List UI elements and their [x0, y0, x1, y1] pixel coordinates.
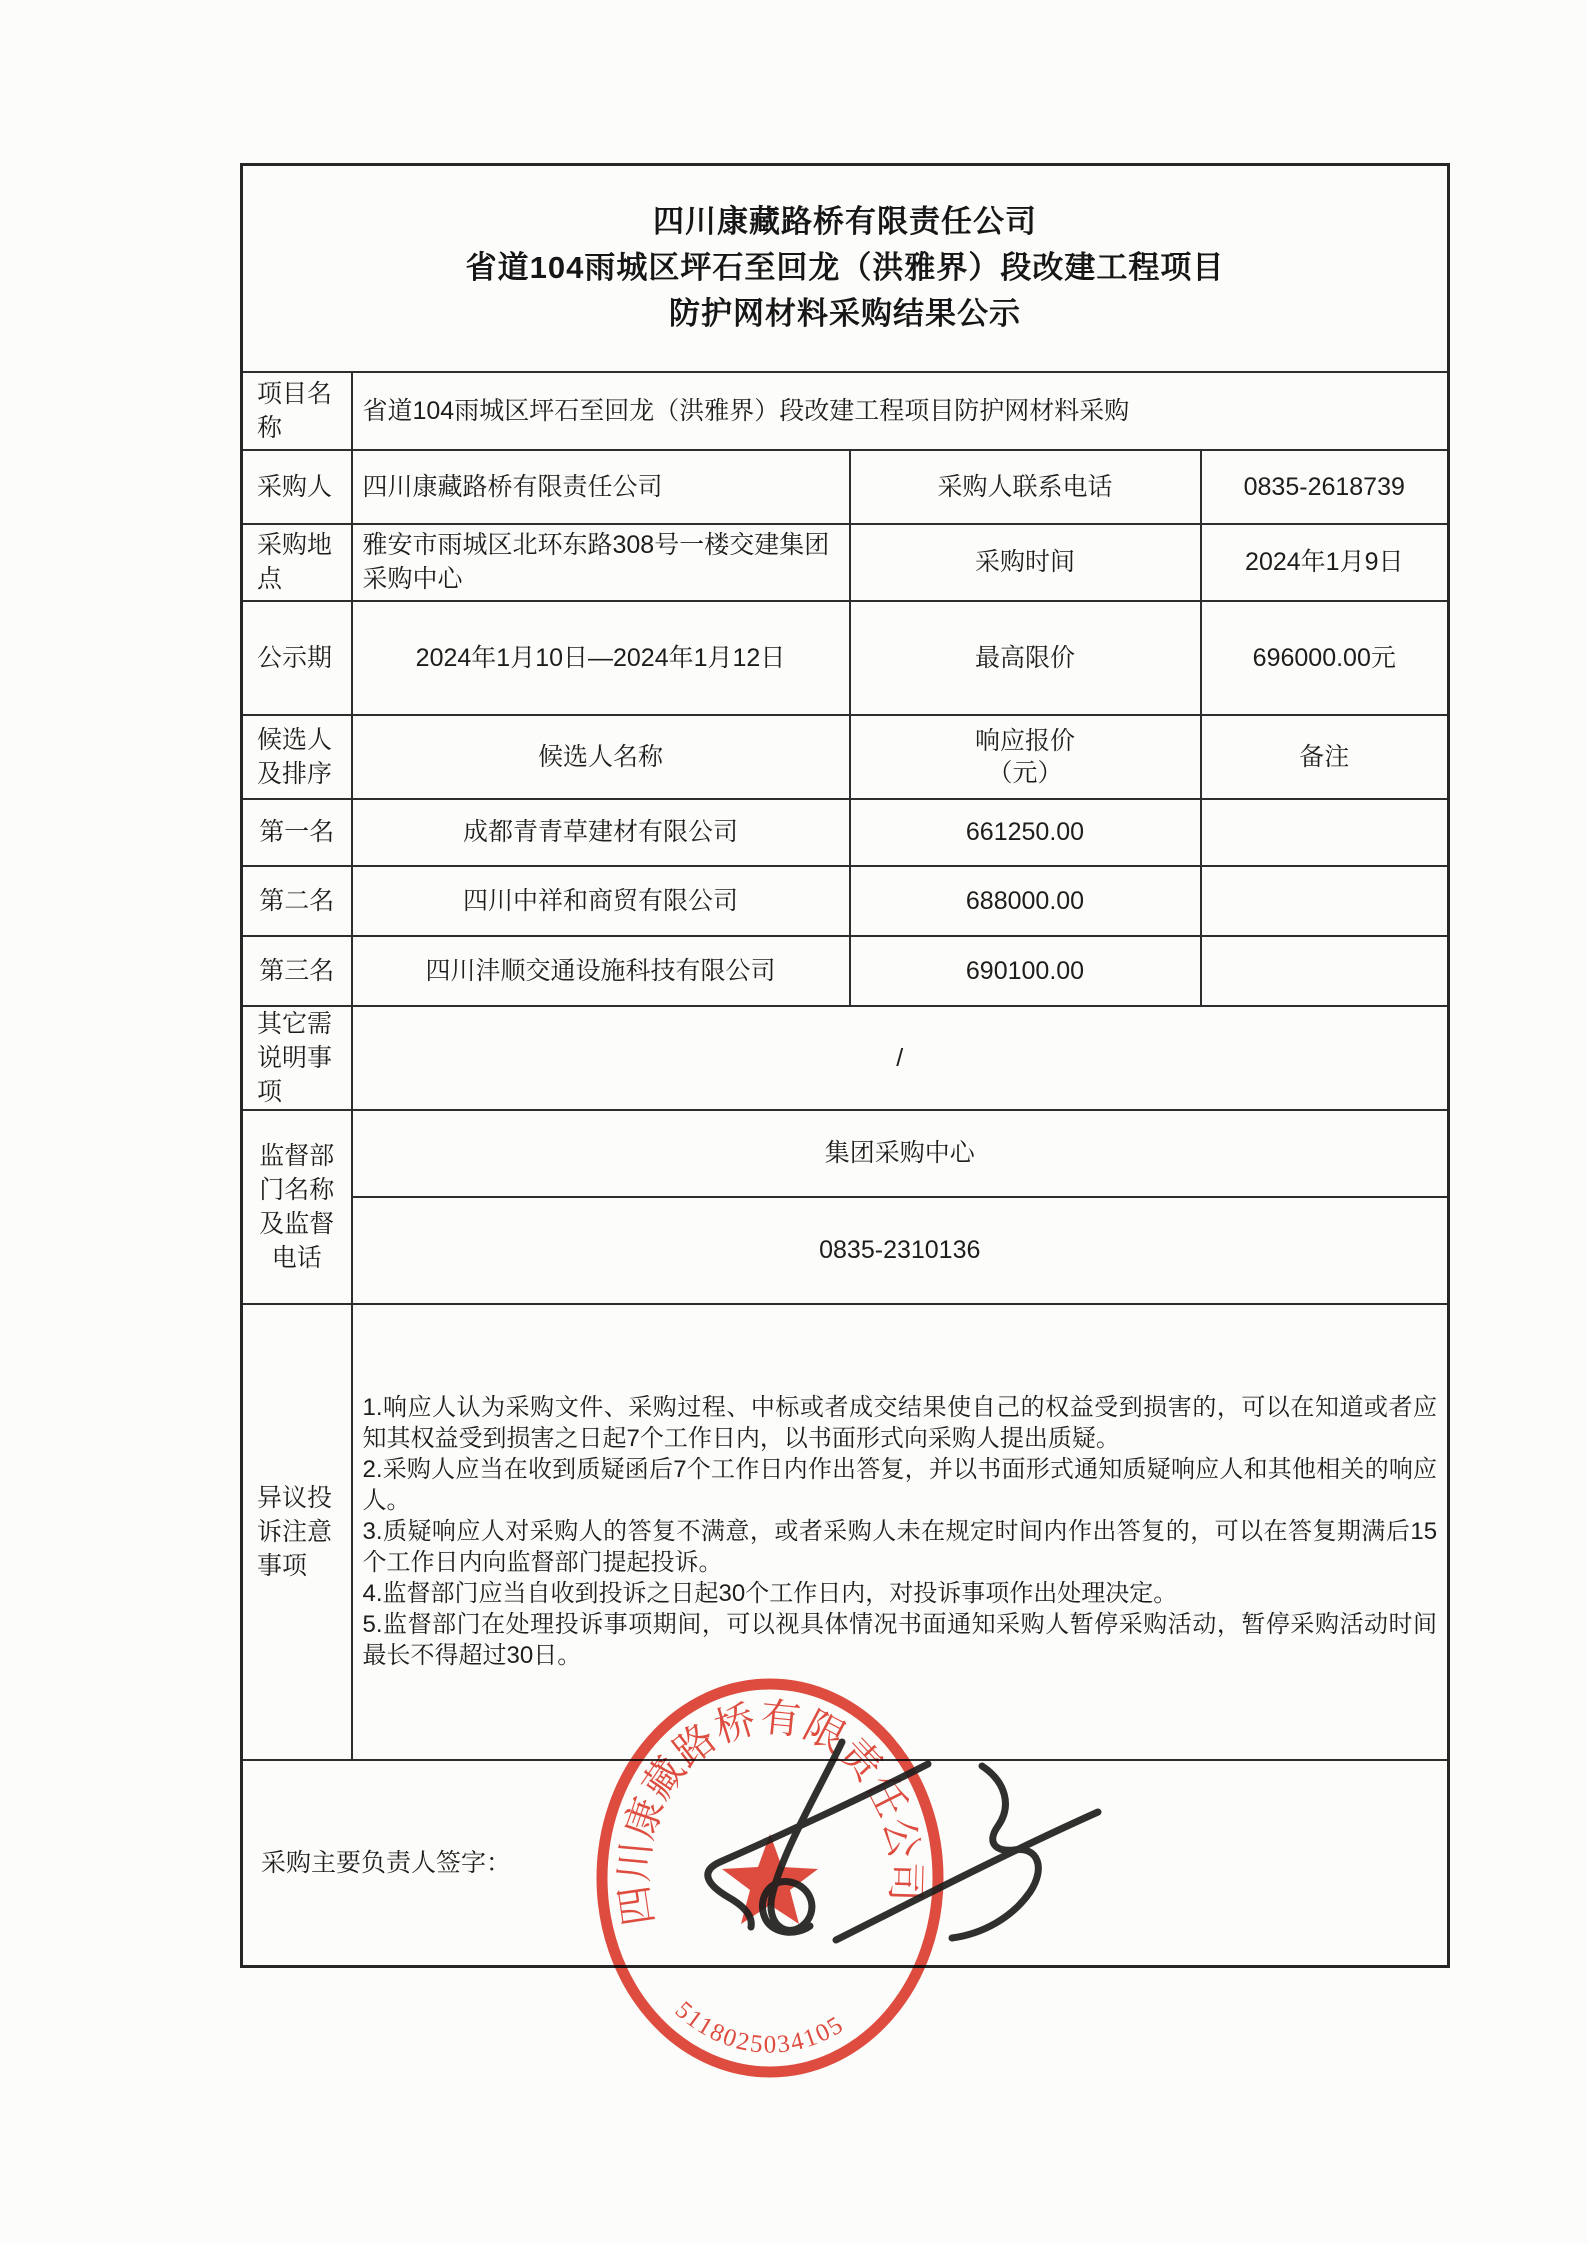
dispute-notice-content: [352, 1304, 1449, 1760]
project-name-value: 省道104雨城区坪石至回龙（洪雅界）段改建工程项目防护网材料采购: [352, 372, 1449, 450]
purchaser-row: [242, 450, 1449, 524]
supervision-label: 监督部门名称及监督电话: [242, 1110, 352, 1304]
candidate-row-1: [242, 799, 1449, 866]
candidate-name: 四川沣顺交通设施科技有限公司: [352, 936, 850, 1006]
candidate-price: 661250.00: [850, 799, 1201, 866]
price-header-line2: （元）: [987, 758, 1063, 787]
other-notes-label: 其它需说明事项: [242, 1006, 352, 1110]
title-line-result: 防护网材料采购结果公示: [669, 296, 1022, 332]
candidate-rank: 第一名: [242, 799, 352, 866]
signature-cell: [242, 1760, 1449, 1967]
candidates-name-header: 候选人名称: [352, 715, 850, 799]
title-line-company: 四川康藏路桥有限责任公司: [653, 204, 1038, 240]
dispute-notice-label: 异议投诉注意事项: [242, 1304, 352, 1760]
candidate-name: 四川中祥和商贸有限公司: [352, 866, 850, 936]
title-line-project: 省道104雨城区坪石至回龙（洪雅界）段改建工程项目: [465, 250, 1225, 286]
candidate-row-2: [242, 866, 1449, 936]
candidate-remark: [1201, 799, 1449, 866]
location-value: 雅安市雨城区北环东路308号一楼交建集团采购中心: [352, 524, 850, 601]
dispute-item-4: 4.监督部门应当自收到投诉之日起30个工作日内，对投诉事项作出处理决定。: [362, 1580, 1178, 1607]
signature-row: [242, 1760, 1449, 1967]
other-notes-value: /: [352, 1006, 1449, 1110]
dispute-item-1: 1.响应人认为采购文件、采购过程、中标或者成交结果使自己的权益受到损害的，可以在知道或者应知其权益受到损害之日起7个工作日内，以书面形式向采购人提出质疑。: [362, 1394, 1438, 1452]
purchaser-label: 采购人: [242, 450, 352, 524]
purchase-time-label: 采购时间: [850, 524, 1201, 601]
seal-serial-text: 5118025034105: [669, 1996, 850, 2059]
supervision-phone: 0835-2310136: [352, 1197, 1449, 1304]
candidates-price-header: [850, 715, 1201, 799]
project-name-label: 项目名称: [242, 372, 352, 450]
dispute-item-2: 2.采购人应当在收到质疑函后7个工作日内作出答复，并以书面形式通知质疑响应人和其他相关的响应人。: [362, 1456, 1438, 1514]
publicity-period-row: [242, 601, 1449, 715]
dispute-notice-row: [242, 1304, 1449, 1760]
other-notes-row: [242, 1006, 1449, 1110]
candidates-header-row: [242, 715, 1449, 799]
candidate-rank: 第三名: [242, 936, 352, 1006]
publicity-period-label: 公示期: [242, 601, 352, 715]
candidate-price: 688000.00: [850, 866, 1201, 936]
dispute-item-3: 3.质疑响应人对采购人的答复不满意，或者采购人未在规定时间内作出答复的，可以在答复期满后15个工作日内向监督部门提起投诉。: [362, 1518, 1438, 1576]
price-header-line1: 响应报价: [974, 726, 1075, 755]
supervision-phone-row: [242, 1197, 1449, 1304]
dispute-item-5: 5.监督部门在处理投诉事项期间，可以视具体情况书面通知采购人暂停采购活动，暂停采购活动时间最长不得超过30日。: [362, 1611, 1438, 1669]
document-title: [242, 165, 1449, 372]
supervision-department-row: [242, 1110, 1449, 1197]
purchaser-contact-value: 0835-2618739: [1201, 450, 1449, 524]
publicity-period-value: 2024年1月10日—2024年1月12日: [352, 601, 850, 715]
candidate-remark: [1201, 936, 1449, 1006]
svg-text:5118025034105: [670, 1996, 849, 2058]
candidate-row-3: [242, 936, 1449, 1006]
candidate-remark: [1201, 866, 1449, 936]
location-row: [242, 524, 1449, 601]
project-name-row: [242, 372, 1449, 450]
purchaser-contact-label: 采购人联系电话: [850, 450, 1201, 524]
signature-label: 采购主要负责人签字：: [261, 1848, 512, 1877]
location-label: 采购地点: [242, 524, 352, 601]
candidate-rank: 第二名: [242, 866, 352, 936]
candidate-name: 成都青青草建材有限公司: [352, 799, 850, 866]
title-row: [242, 165, 1449, 372]
max-price-label: 最高限价: [850, 601, 1201, 715]
candidate-price: 690100.00: [850, 936, 1201, 1006]
seal-company-text: 四川康藏路桥有限责任公司: [611, 1694, 929, 1929]
purchase-time-value: 2024年1月9日: [1201, 524, 1449, 601]
supervision-department: 集团采购中心: [352, 1110, 1449, 1197]
max-price-value: 696000.00元: [1201, 601, 1449, 715]
candidates-rank-header: 候选人及排序: [242, 715, 352, 799]
candidates-remark-header: 备注: [1201, 715, 1449, 799]
procurement-result-table: [240, 163, 1450, 1968]
purchaser-value: 四川康藏路桥有限责任公司: [352, 450, 850, 524]
